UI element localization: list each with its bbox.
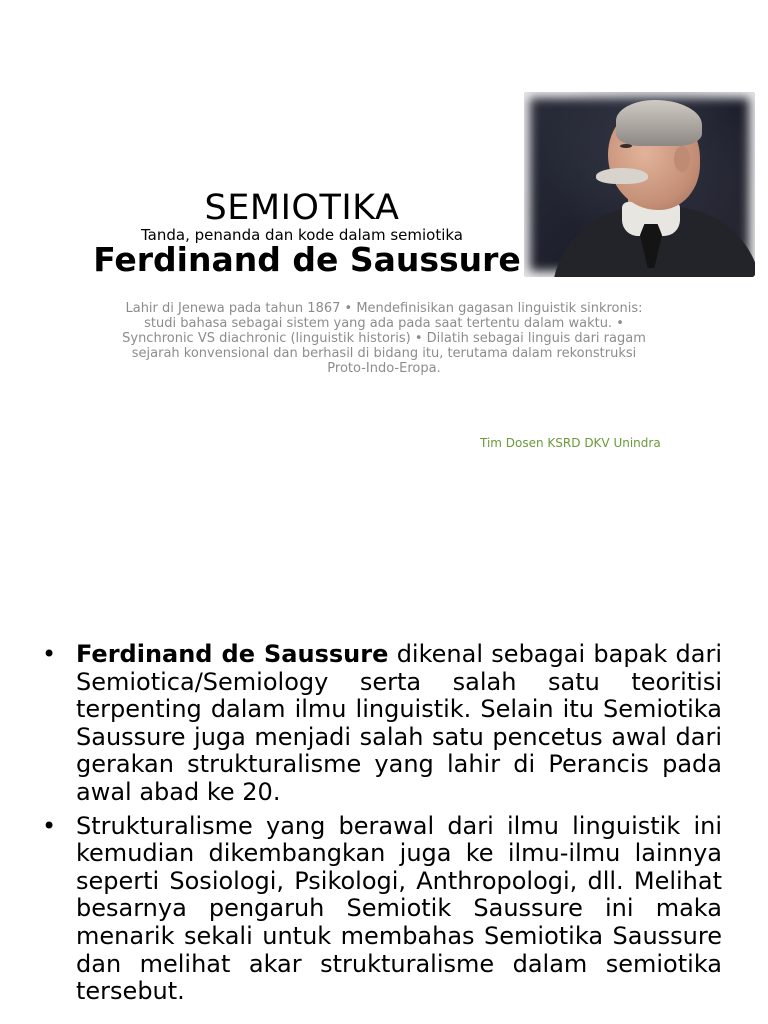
author-credit: Tim Dosen KSRD DKV Unindra bbox=[480, 436, 661, 450]
slide-title: SEMIOTIKA bbox=[204, 188, 400, 228]
bullet-list bbox=[40, 641, 722, 1012]
bullet-text: dikenal sebagai bapak dari Semiotica/Semiology serta salah satu teoritisi terpenting dalam ilmu linguistik. Selain itu Semiotika Saussure juga menjadi salah satu pencetus awal dari gerakan strukturalisme yang lahir di Perancis pada awal abad ke 20. bbox=[76, 640, 723, 806]
bullet-bold-text: Ferdinand de Saussure bbox=[76, 640, 389, 668]
biography-text: Lahir di Jenewa pada tahun 1867 • Mendefinisikan gagasan linguistik sinkronis: studi bahasa sebagai sistem yang ada pada saat tertentu dalam waktu. • Synchronic VS diachronic (linguistik historis) • Dilatih sebagai linguis dari ragam sejarah konvensional dan berhasil di bidang itu, terutama dalam rekonstruksi Proto-Indo-Eropa. bbox=[122, 301, 646, 376]
bullet-item bbox=[40, 641, 722, 807]
bullet-text: Strukturalisme yang berawal dari ilmu linguistik ini kemudian dikembangkan juga ke ilmu-ilmu lainnya seperti Sosiologi, Psikologi, Anthropologi, dll. Melihat besarnya pengaruh Semiotik Saussure ini maka menarik sekali untuk membahas Semiotika Saussure dan melihat akar strukturalisme dalam semiotika tersebut. bbox=[76, 811, 722, 1006]
bullet-icon: • bbox=[42, 640, 57, 668]
bullet-item bbox=[40, 813, 722, 1006]
bullet-icon: • bbox=[42, 811, 57, 840]
slide-subtitle: Tanda, penanda dan kode dalam semiotika bbox=[140, 226, 464, 244]
slide-heading: Ferdinand de Saussure bbox=[93, 240, 521, 279]
